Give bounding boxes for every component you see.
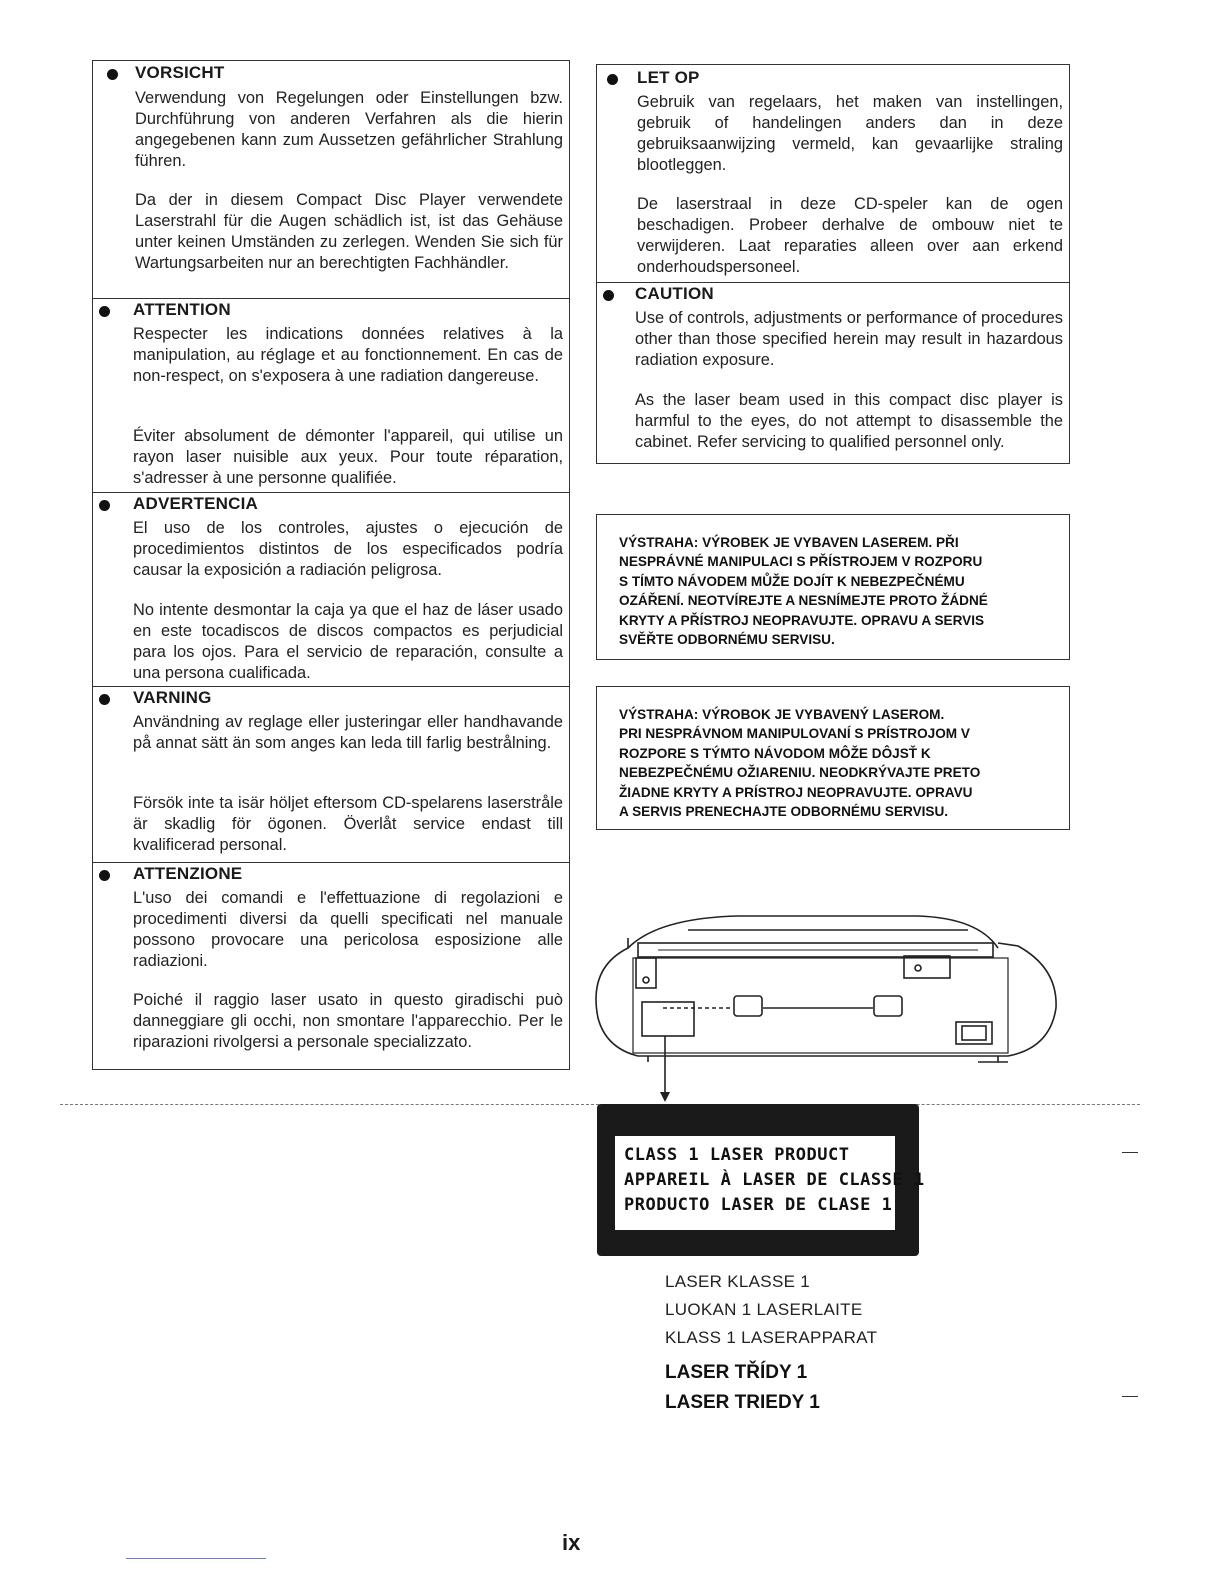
warning-box-czech bbox=[596, 514, 1070, 660]
bullet-icon bbox=[603, 290, 614, 301]
device-rear-illustration bbox=[588, 898, 1068, 1108]
warning-line: SVĚŘTE ODBORNÉMU SERVISU. bbox=[619, 632, 835, 648]
page-number: ix bbox=[562, 1530, 581, 1555]
para-varning-2: Försök inte ta isär höljet eftersom CD-spelarens laserstråle är skadlig för ögonen. Överlåt service endast till kvalificerad personal. bbox=[133, 794, 563, 854]
para-advertencia-1: El uso de los controles, ajustes o ejecución de procedimientos distintos de los especificados podría causar la exposición a radiación peligrosa. bbox=[133, 519, 563, 579]
section-varning bbox=[92, 686, 570, 862]
left-column bbox=[92, 60, 570, 1070]
bullet-icon bbox=[99, 694, 110, 705]
margin-mark bbox=[1122, 1152, 1138, 1153]
section-attention bbox=[92, 298, 570, 492]
para-attenzione-1: L'uso dei comandi e l'effettuazione di regolazioni e procedimenti diversi da quelli specificati nel manuale possono provocare una pericolosa esposizione alle radiazioni. bbox=[133, 889, 563, 970]
section-caution bbox=[596, 282, 1070, 464]
para-let-op-1: Gebruik van regelaars, het maken van instellingen, gebruik of handelingen anders dan in deze gebruiksaanwijzing vermeld, kan gevaarlijke straling blootleggen. bbox=[637, 93, 1063, 174]
class-line-de: LASER KLASSE 1 bbox=[665, 1272, 810, 1291]
warning-line: VÝSTRAHA: VÝROBEK JE VYBAVEN LASEREM. PŘI bbox=[619, 535, 959, 550]
para-attention-2: Éviter absolument de démonter l'appareil, qui utilise un rayon laser nuisible aux yeux. Pour toute réparation, s'adresser à une personne qualifiée. bbox=[133, 427, 563, 487]
label-line: APPAREIL À LASER DE CLASSE 1 bbox=[624, 1170, 925, 1190]
margin-mark bbox=[1122, 1396, 1138, 1397]
section-attenzione bbox=[92, 862, 570, 1070]
para-vorsicht-2: Da der in diesem Compact Disc Player verwendete Laserstrahl für die Augen schädlich ist, ist das Gehäuse unter keinen Umständen zu zerlegen. Wenden Sie sich für Wartungsarbeiten nur an berechtigten Fachhändler. bbox=[135, 191, 563, 272]
para-varning-1: Användning av reglage eller justeringar eller handhavande på annat sätt än som anges kan leda till farlig bestrålning. bbox=[133, 713, 563, 752]
warning-box-slovak bbox=[596, 686, 1070, 830]
para-advertencia-2: No intente desmontar la caja ya que el haz de láser usado en este tocadiscos de discos compactos es perjudicial para los ojos. Para el servicio de reparación, consulte a una persona cualificada. bbox=[133, 601, 563, 682]
bullet-icon bbox=[99, 306, 110, 317]
bullet-icon bbox=[607, 74, 618, 85]
section-vorsicht bbox=[92, 60, 570, 298]
bullet-icon bbox=[99, 870, 110, 881]
class-line-se: KLASS 1 LASERAPPARAT bbox=[665, 1328, 878, 1347]
class-line-cz: LASER TŘÍDY 1 bbox=[665, 1362, 808, 1383]
warning-line: S TÍMTO NÁVODEM MŮŽE DOJÍT K NEBEZPEČNÉMU bbox=[619, 573, 965, 589]
warning-line: OZÁŘENÍ. NEOTVÍREJTE A NESNÍMEJTE PROTO ŽÁDNÉ bbox=[619, 593, 988, 609]
warning-line: KRYTY A PŘÍSTROJ NEOPRAVUJTE. OPRAVU A SERVIS bbox=[619, 612, 985, 628]
right-column bbox=[596, 64, 1070, 464]
laser-class-label-plate bbox=[597, 1104, 925, 1256]
para-let-op-2: De laserstraal in deze CD-speler kan de ogen beschadigen. Probeer derhalve de ombouw niet te verwijderen. Laat reparaties alleen over aan erkend onderhoudspersoneel. bbox=[637, 195, 1063, 276]
warning-line: PRI NESPRÁVNOM MANIPULOVANÍ S PRÍSTROJOM V bbox=[619, 726, 970, 742]
para-attenzione-2: Poiché il raggio laser usato in questo giradischi può danneggiare gli occhi, non smontare l'apparecchio. Per le riparazioni rivolgersi a personale specializzato. bbox=[133, 991, 563, 1051]
heading-vorsicht: VORSICHT bbox=[135, 63, 225, 82]
section-let-op bbox=[596, 64, 1070, 282]
heading-let-op: LET OP bbox=[637, 68, 700, 87]
class-line-sk: LASER TRIEDY 1 bbox=[665, 1392, 820, 1413]
bullet-icon bbox=[107, 69, 118, 80]
warning-line: NEBEZPEČNÉMU OŽIARENIU. NEODKRÝVAJTE PRETO bbox=[619, 765, 981, 781]
warning-line: NESPRÁVNÉ MANIPULACI S PŘÍSTROJEM V ROZPORU bbox=[619, 554, 983, 570]
class-line-fi: LUOKAN 1 LASERLAITE bbox=[665, 1300, 863, 1319]
warning-line: ROZPORE S TÝMTO NÁVODOM MÔŽE DÔJSŤ K bbox=[619, 745, 931, 761]
para-vorsicht-1: Verwendung von Regelungen oder Einstellungen bzw. Durchführung von anderen Verfahren als die hierin angegebenen kann zum Aussetzen gefährlicher Strahlung führen. bbox=[135, 89, 563, 170]
warning-line: A SERVIS PRENECHAJTE ODBORNÉMU SERVISU. bbox=[619, 804, 949, 820]
laser-class-label bbox=[615, 1136, 925, 1230]
bullet-icon bbox=[99, 500, 110, 511]
heading-varning: VARNING bbox=[133, 688, 212, 707]
heading-attention: ATTENTION bbox=[133, 300, 231, 319]
heading-advertencia: ADVERTENCIA bbox=[133, 494, 258, 513]
footer-line bbox=[126, 1558, 266, 1559]
heading-attenzione: ATTENZIONE bbox=[133, 864, 243, 883]
label-line: PRODUCTO LASER DE CLASE 1 bbox=[624, 1195, 893, 1215]
para-caution-2: As the laser beam used in this compact disc player is harmful to the eyes, do not attempt to disassemble the cabinet. Refer servicing to qualified personnel only. bbox=[635, 391, 1063, 451]
label-line: CLASS 1 LASER PRODUCT bbox=[624, 1145, 850, 1165]
section-advertencia bbox=[92, 492, 570, 686]
warning-line: VÝSTRAHA: VÝROBOK JE VYBAVENÝ LASEROM. bbox=[619, 707, 945, 722]
heading-caution: CAUTION bbox=[635, 284, 714, 303]
para-attention-1: Respecter les indications données relatives à la manipulation, au réglage et au fonctionnement. En cas de non-respect, on s'exposera à une radiation dangereuse. bbox=[133, 325, 563, 385]
para-caution-1: Use of controls, adjustments or performance of procedures other than those specified herein may result in hazardous radiation exposure. bbox=[635, 309, 1063, 369]
warning-line: ŽIADNE KRYTY A PRÍSTROJ NEOPRAVUJTE. OPRAVU bbox=[619, 784, 973, 800]
